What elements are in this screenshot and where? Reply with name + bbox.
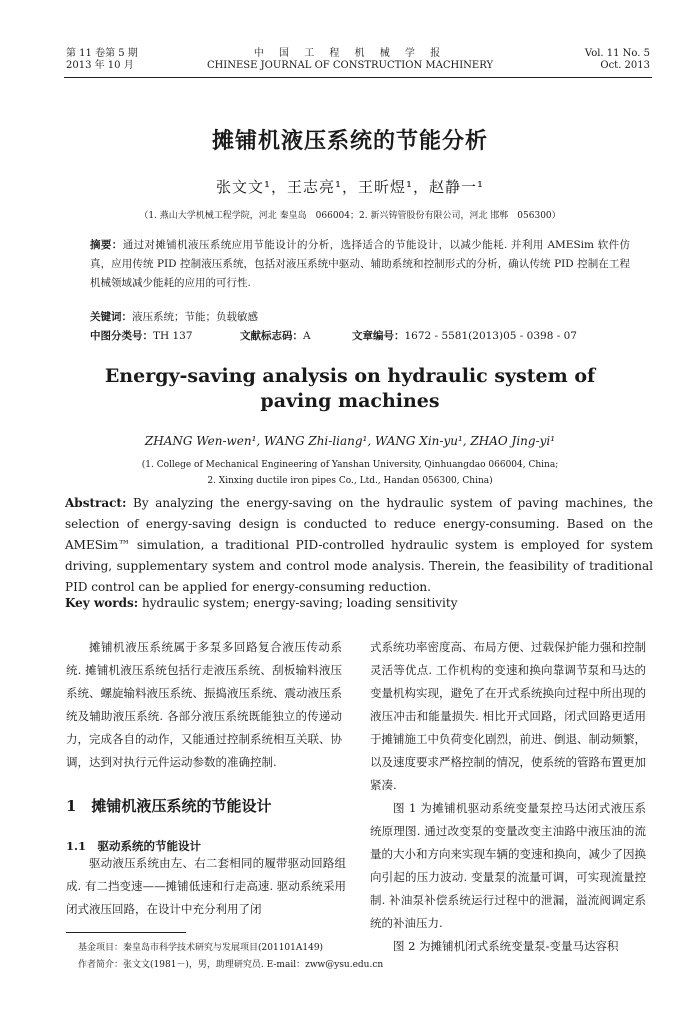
affiliation-en-line1: (1. College of Mechanical Engineering of Yanshan University, Qinhuangdao 066004, China;	[141, 460, 559, 470]
keywords-text-cn: 液压系统；节能；负载敏感	[132, 311, 258, 323]
volume-en: Vol. 11 No. 5	[584, 48, 650, 59]
abstract-en	[65, 493, 653, 598]
drive-paragraph: 驱动液压系统由左、右二套相同的履带驱动回路组成. 有二挡变速——摊铺低速和行走高速. 驱动系统采用闭式液压回路，在设计中充分利用了闭	[66, 856, 346, 916]
journal-name-en: CHINESE JOURNAL OF CONSTRUCTION MACHINERY	[206, 60, 494, 71]
affiliation-en	[0, 457, 700, 489]
abstract-text-en: By analyzing the energy-saving on the hydraulic system of paving machines, the selection of energy-saving design is conducted to reduce energy-consuming. Based on the AMESim™ simulation, a traditional PID-controlled hydraulic system is employed for system driving, supplementary system and control mode analysis. Therein, the feasibility of traditional PID control can be applied for energy-consuming reduction.	[65, 496, 653, 594]
footnote-author: 作者简介：张文文(1981－)，男，助理研究员. E-mail：zww@ysu.edu.cn	[78, 960, 384, 970]
affiliation-en-line2: 2. Xinxing ductile iron pipes Co., Ltd., Handan 056300, China)	[207, 476, 493, 486]
volume-cn: 第 11 卷第 5 期	[66, 48, 138, 59]
abstract-text-cn: 通过对摊铺机液压系统应用节能设计的分析，选择适合的节能设计，以减少能耗. 并利用 AMESim 软件仿真，应用传统 PID 控制液压系统，包括对液压系统中驱动、辅助系统和控制形式的分析，确认传统 PID 控制在工程机械领域减少能耗的应用的可行性.	[90, 239, 631, 289]
article-value: 1672 - 5581(2013)05 - 0398 - 07	[404, 330, 577, 342]
doc-code	[240, 328, 311, 343]
authors-cn: 张文文¹，王志亮¹，王昕煜¹，赵静一¹	[215, 178, 485, 196]
article-number	[352, 328, 577, 343]
title-en-line1: Energy-saving analysis on hydraulic system of	[104, 365, 596, 387]
right-paragraph-1: 式系统功率密度高、布局方便、过载保护能力强和控制灵活等优点. 工作机构的变速和换向靠调节泵和马达的变量机构实现，避免了在开式系统换向过程中所出现的液压冲击和能量损失. 相比开式回路，闭式回路更适用于摊铺施工中负荷变化剧烈，前进、倒退、制动频繁，以及速度要求严格控制的情况，使系统的管路布置更加紧凑.	[370, 640, 646, 792]
body-right-column	[370, 636, 646, 958]
paper-title-en	[0, 364, 700, 414]
intro-paragraph: 摊铺机液压系统属于多泵多回路复合液压传动系统. 摊铺机液压系统包括行走液压系统、刮板输料液压系统、螺旋输料液压系统、振捣液压系统、震动液压系统及辅助液压系统. 各部分液压系统既能独立的传递动力，完成各自的动作，又能通过控制系统相互关联、协调，达到对执行元件运动参数的准确控制.	[66, 640, 342, 769]
keywords-cn	[90, 309, 258, 324]
section-heading-1: 1 摊铺机液压系统的节能设计	[66, 797, 272, 815]
date-cn: 2013 年 10 月	[66, 60, 134, 71]
keywords-label-cn: 关键词：	[90, 311, 132, 323]
footnote	[78, 940, 383, 974]
classification-line	[90, 328, 577, 343]
footnote-divider	[66, 932, 186, 933]
doc-label: 文献标志码：	[240, 330, 303, 342]
right-paragraph-3: 图 2 为摊铺机闭式系统变量泵-变量马达容积	[393, 939, 619, 953]
clc-label: 中图分类号：	[90, 330, 153, 342]
clc-value: TH 137	[153, 330, 193, 342]
article-label: 文章编号：	[352, 330, 405, 342]
title-en-line2: paving machines	[260, 390, 440, 412]
header-volume-en	[585, 48, 650, 72]
date-en: Oct. 2013	[600, 60, 650, 71]
body-left-intro	[66, 636, 342, 774]
keywords-en	[65, 596, 458, 610]
section-heading-1-1: 1.1 驱动系统的节能设计	[66, 839, 202, 853]
paper-title-cn: 摊铺机液压系统的节能分析	[211, 128, 488, 154]
footnote-fund: 基金项目：秦皇岛市科学技术研究与发展项目(201101A149)	[78, 943, 324, 953]
header-divider	[64, 77, 652, 78]
authors-en: ZHANG Wen-wen¹, WANG Zhi-liang¹, WANG Xin-yu¹, ZHAO Jing-yi¹	[144, 434, 556, 448]
affiliation-cn: （1. 燕山大学机械工程学院，河北 秦皇岛 066004；2. 新兴铸管股份有限公司，河北 邯郸 056300）	[139, 211, 561, 221]
journal-name-cn: 中 国 工 程 机 械 学 报	[253, 48, 447, 59]
abstract-label-en: Abstract:	[65, 496, 127, 510]
body-left-drive	[66, 852, 346, 921]
abstract-cn	[90, 236, 630, 293]
abstract-label-cn: 摘要：	[90, 239, 123, 251]
doc-value: A	[303, 330, 311, 342]
keywords-text-en: hydraulic system; energy-saving; loading sensitivity	[142, 596, 458, 610]
right-paragraph-2: 图 1 为摊铺机驱动系统变量泵控马达闭式液压系统原理图. 通过改变泵的变量改变主油路中液压油的流量的大小和方向来实现车辆的变速和换向，减少了因换向引起的压力波动. 变量泵的流量可调，可实现流量控制. 补油泵补偿系统运行过程中的泄漏，溢流阀调定系统的补油压力.	[370, 801, 646, 930]
keywords-label-en: Key words:	[65, 596, 139, 610]
